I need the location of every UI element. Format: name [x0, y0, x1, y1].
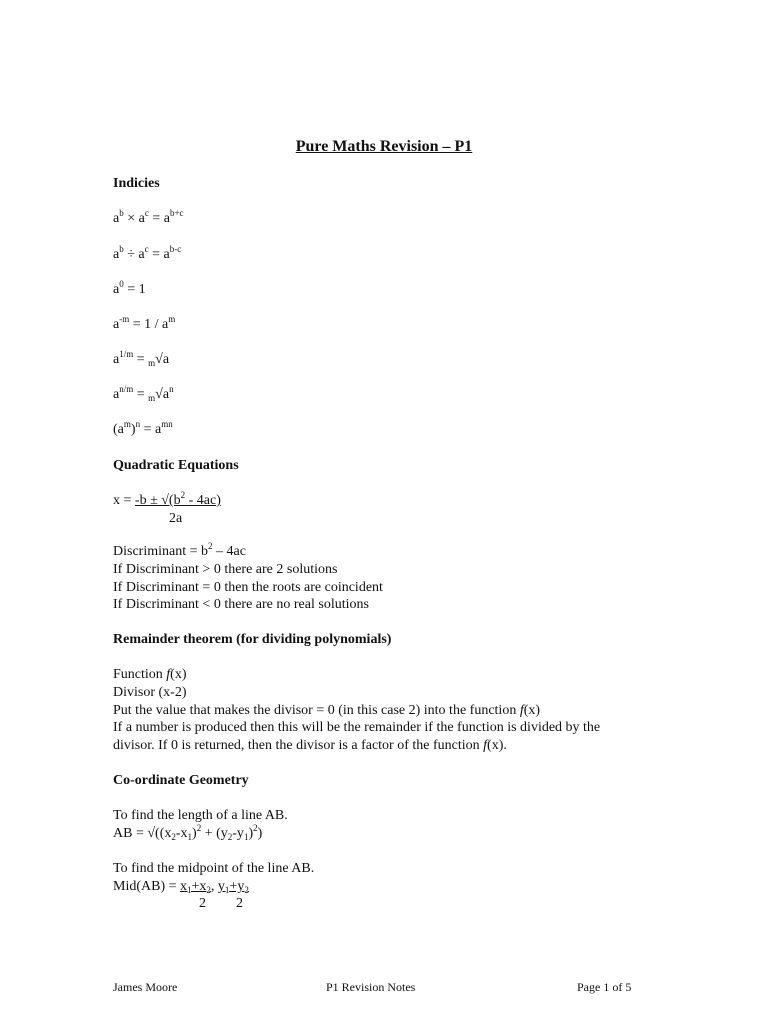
formula-multiply-indices: $a^b \times a^c = a^{b+c}$	[113, 208, 184, 226]
footer-document-name: P1 Revision Notes	[326, 980, 416, 994]
discriminant-positive: If Discriminant > 0 there are 2 solutions	[113, 562, 338, 577]
indices-heading: Indicies	[113, 176, 160, 191]
remainder-divisor: Divisor (x-2)	[113, 685, 187, 700]
length-formula: AB = $√((x_2-x_1)^2 + (y_2-y_1)^2)$	[113, 823, 263, 842]
footer-author: James Moore	[113, 980, 178, 994]
discriminant-zero: If Discriminant = 0 then the roots are coincident	[113, 580, 383, 595]
formula-zero-index: $a^0 = 1$	[113, 279, 146, 297]
remainder-explanation-line2: divisor. If 0 is returned, then the divisor is a factor of the function f(x).	[113, 738, 507, 753]
remainder-instruction: Put the value that makes the divisor = 0 (in this case 2) into the function f(x)	[113, 703, 541, 718]
midpoint-formula: $Mid(AB) = x_1+x_2$, $y_1+y_2$	[113, 879, 249, 895]
remainder-explanation-line1: If a number is produced then this will be the remainder if the function is divided by the	[113, 720, 601, 735]
formula-fractional-power-index: $a^{n/m} = _m√a^n$	[113, 384, 174, 403]
remainder-function: Function f(x)	[113, 667, 187, 682]
formula-negative-index: $a^{-m} = 1 / a^m$	[113, 314, 176, 332]
geometry-heading: Co-ordinate Geometry	[113, 773, 249, 788]
quadratic-heading: Quadratic Equations	[113, 458, 239, 473]
formula-divide-indices: $a^b \div a^c = a^{b-c}$	[113, 244, 182, 262]
quadratic-formula: $x = -b \pm √(b^2 - 4ac)$	[113, 490, 221, 508]
midpoint-denominator-y: 2	[236, 896, 243, 911]
discriminant-definition: Discriminant = $b^2 - 4ac$	[113, 541, 246, 559]
midpoint-intro: To find the midpoint of the line AB.	[113, 861, 315, 876]
quadratic-denominator: 2a	[169, 511, 183, 526]
discriminant-negative: If Discriminant < 0 there are no real solutions	[113, 597, 369, 612]
length-intro: To find the length of a line AB.	[113, 808, 288, 823]
footer-page-number: Page 1 of 5	[577, 980, 632, 994]
formula-power-of-power: $(a^m)^n = a^{mn}$	[113, 419, 173, 437]
page-title: Pure Maths Revision – P1	[295, 138, 473, 155]
formula-fractional-index: $a^{1/m} = _m√a$	[113, 349, 170, 368]
midpoint-denominator-x: 2	[199, 896, 206, 911]
remainder-heading: Remainder theorem (for dividing polynomials)	[113, 632, 392, 647]
